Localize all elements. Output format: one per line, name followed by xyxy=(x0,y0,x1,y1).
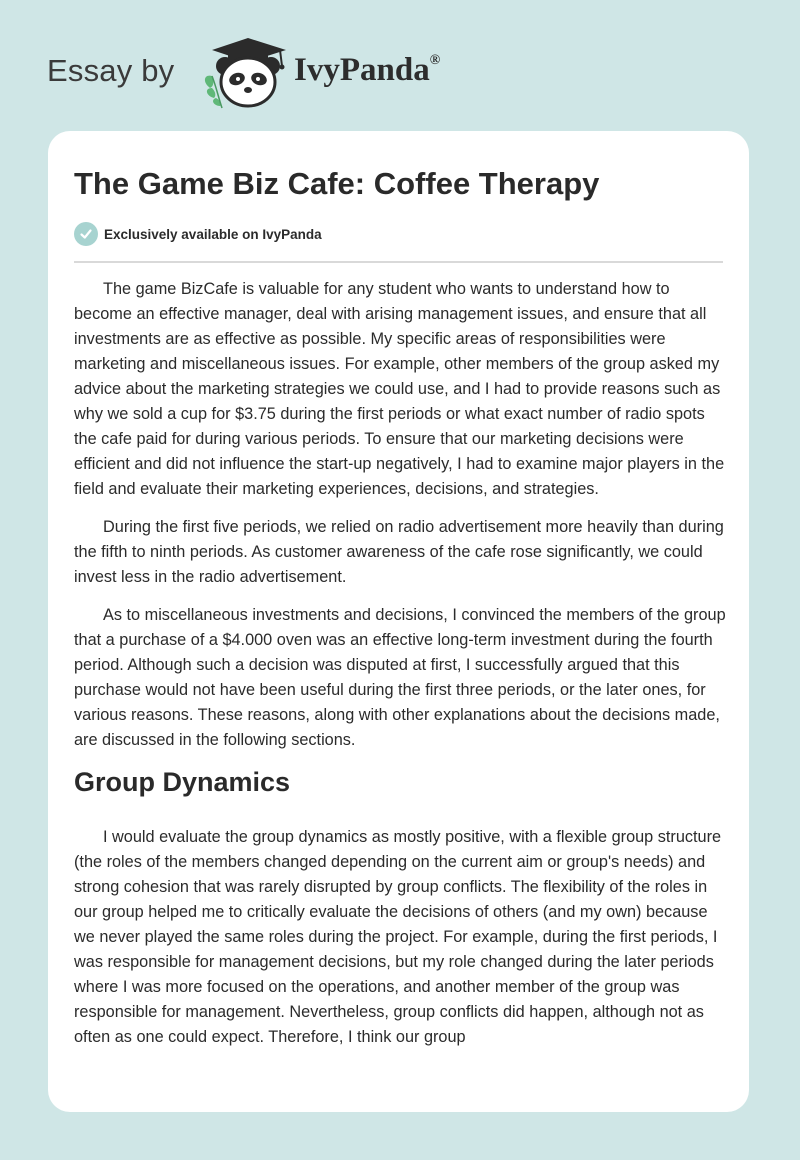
paragraph: During the first five periods, we relied on radio advertisement more heavily than during the fifth to ninth periods. As customer awareness of the cafe rose significantly, we could invest less in the radio advertisement. xyxy=(74,518,724,586)
brand-text: IvyPanda xyxy=(294,52,430,88)
exclusive-badge xyxy=(74,222,322,246)
registered-mark: ® xyxy=(429,53,441,68)
paragraph: The game BizCafe is valuable for any student who wants to understand how to become an effective manager, deal with arising management issues, and ensure that all investments are as effective as possible. My specific areas of responsibilities were marketing and miscellaneous issues. For example, other members of the group asked my advice about the marketing strategies we could use, and I had to provide reasons such as why we sold a cup for $3.75 during the first periods or what exact number of radio spots the cafe paid for during various periods. To ensure that our marketing decisions were efficient and did not influence the start-up negatively, I had to examine major players in the field and evaluate their marketing experiences, decisions, and strategies. xyxy=(74,280,725,498)
paragraph: I would evaluate the group dynamics as mostly positive, with a flexible group structure (the roles of the members changed depending on the current aim or group's needs) and strong cohesion that was rarely disrupted by group conflicts. The flexibility of the roles in our group helped me to critically evaluate the decisions of others (and my own) because we never played the same roles during the project. For example, during the first periods, I was responsible for management decisions, but my role changed during the later periods where I was more focused on the operations, and another member of the group was responsible for management. Nevertheless, group conflicts did happen, although not as often as one could expect. Therefore, I think our group xyxy=(74,828,722,1046)
essay-body xyxy=(74,277,726,1063)
essay-card xyxy=(48,131,749,1112)
divider xyxy=(74,261,723,263)
section-heading: Group Dynamics xyxy=(74,767,291,797)
exclusive-label: Exclusively available on IvyPanda xyxy=(104,226,322,242)
panda-graduate-icon[interactable] xyxy=(200,36,290,110)
essay-by-label: Essay by xyxy=(47,53,175,88)
site-header xyxy=(0,0,800,130)
essay-title: The Game Biz Cafe: Coffee Therapy xyxy=(74,166,600,201)
paragraph: As to miscellaneous investments and decisions, I convinced the members of the group that a purchase of a $4.000 oven was an effective long-term investment during the fourth period. Although such a decision was disputed at first, I successfully argued that this purchase would not have been useful during the first three periods, or the later ones, for various reasons. These reasons, along with other explanations about the decisions made, are discussed in the following sections. xyxy=(74,606,726,749)
brand-name[interactable] xyxy=(294,52,440,89)
checkmark-icon xyxy=(74,222,98,246)
